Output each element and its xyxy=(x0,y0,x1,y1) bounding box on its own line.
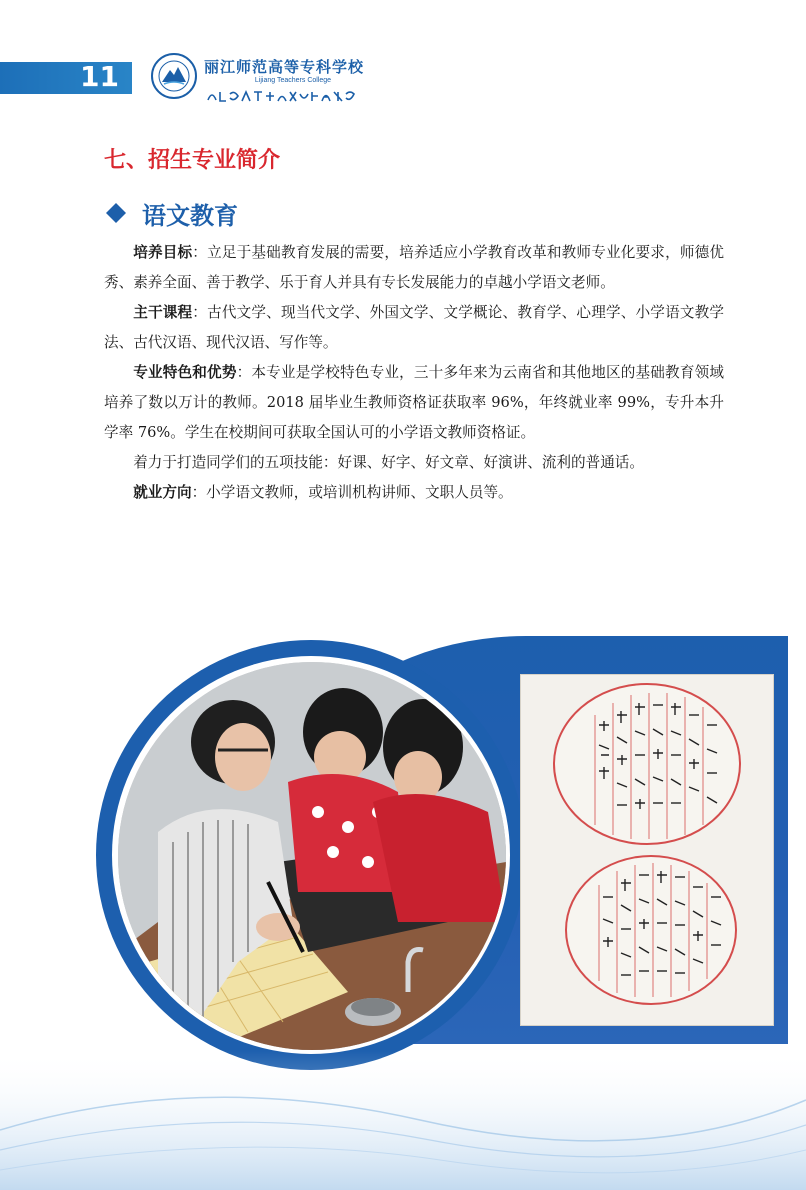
teacher-students-calligraphy-photo xyxy=(118,662,506,1050)
features-text: ：本专业是学校特色专业，三十多年来为云南省和其他地区的基础教育领域培养了数以万计的教师。2018 届毕业生教师资格证获取率 96%，年终就业率 99%，专升本升学率 76%。学生在校期间可获取全国认可的小学语文教师资格证。 xyxy=(104,364,724,441)
subtitle: 语文教育 xyxy=(142,201,238,230)
dongba-script-logo xyxy=(206,88,356,104)
calligraphy-circle-bottom xyxy=(565,855,737,1005)
calligraphy-circle-top xyxy=(553,683,741,845)
features-label: 专业特色和优势 xyxy=(133,364,237,381)
calligraphy-grid-bottom xyxy=(567,857,735,1003)
goal-paragraph xyxy=(104,238,724,298)
program-description xyxy=(104,238,724,508)
courses-text: ：古代文学、现当代文学、外国文学、文学概论、教育学、心理学、小学语文教学法、古代汉语、现代汉语、写作等。 xyxy=(104,304,724,351)
calligraphy-artwork xyxy=(520,674,774,1026)
features-paragraph xyxy=(104,358,724,448)
page-number: 11 xyxy=(80,60,119,93)
career-text: ：小学语文教师，或培训机构讲师、文职人员等。 xyxy=(191,484,513,501)
school-name: 丽江师范高等专科学校 xyxy=(204,58,365,76)
diamond-bullet-icon xyxy=(106,203,126,223)
photo-illustration xyxy=(118,662,506,1050)
skills-paragraph: 着力于打造同学们的五项技能：好课、好字、好文章、好演讲、流利的普通话。 xyxy=(133,454,644,471)
goal-text: ：立足于基础教育发展的需要，培养适应小学教育改革和教师专业化要求，师德优秀、素养全面、善于教学、乐于育人并具有专长发展能力的卓越小学语文老师。 xyxy=(104,244,724,291)
career-paragraph xyxy=(104,478,724,508)
career-label: 就业方向 xyxy=(133,484,192,501)
courses-paragraph xyxy=(104,298,724,358)
subtitle-row xyxy=(104,196,238,230)
bottom-wave-decoration xyxy=(0,1010,806,1190)
calligraphy-grid-top xyxy=(555,685,739,843)
goal-label: 培养目标 xyxy=(133,244,193,261)
section-title: 七、招生专业简介 xyxy=(104,148,281,173)
courses-label: 主干课程 xyxy=(133,304,193,321)
school-name-en: Lijiang Teachers College xyxy=(254,77,332,84)
school-logo xyxy=(150,52,198,100)
